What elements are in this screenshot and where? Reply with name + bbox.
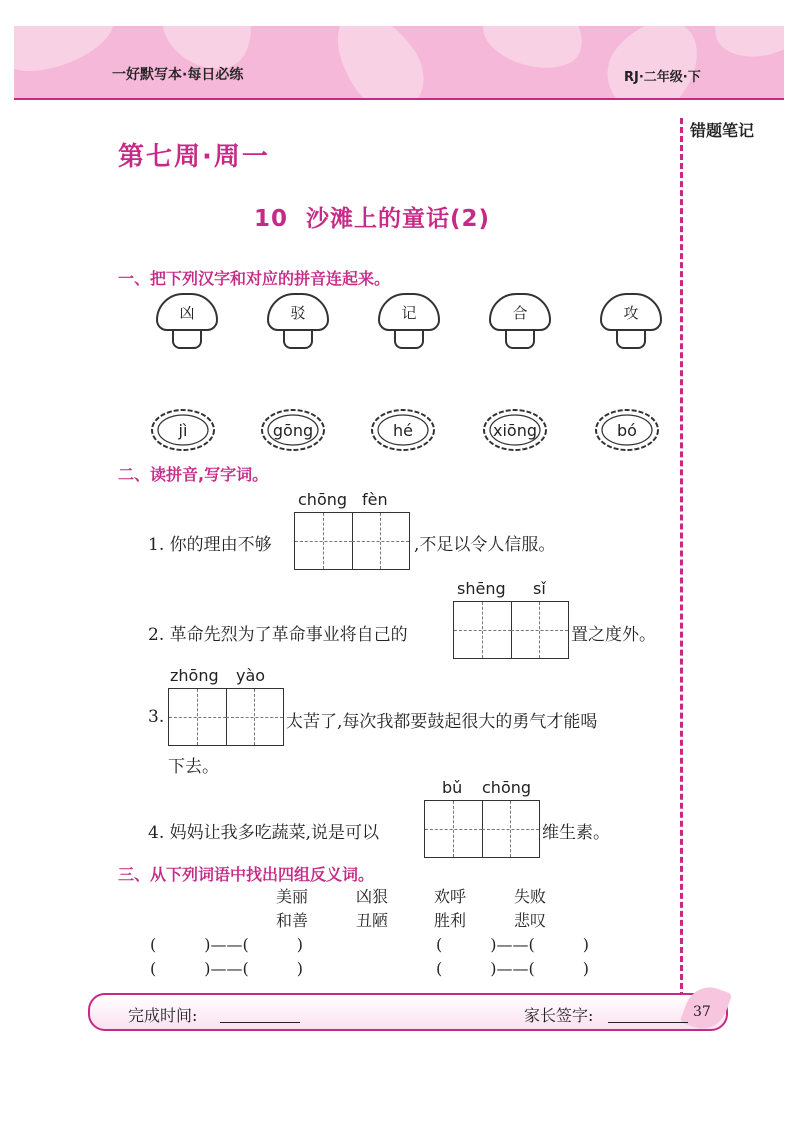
section3-title: 三、从下列词语中找出四组反义词。 — [118, 865, 375, 884]
sentence-1-before: 1. 你的理由不够 — [148, 535, 272, 555]
section2-title: 二、读拼音,写字词。 — [118, 465, 269, 484]
word-8: 悲叹 — [514, 911, 547, 930]
header-left-title: 一好默写本·每日必练 — [112, 67, 244, 83]
sentence-4-before: 4. 妈妈让我多吃蔬菜,说是可以 — [148, 823, 380, 843]
mushroom-char-2[interactable]: 驳 — [267, 293, 329, 353]
completion-time-field[interactable] — [220, 1022, 300, 1023]
lesson-name: 沙滩上的童话(2) — [306, 206, 491, 232]
sentence-1-after: ,不足以令人信服。 — [414, 535, 556, 555]
word-6: 丑陋 — [356, 911, 389, 930]
flower-pinyin-2[interactable]: gōng — [260, 408, 326, 452]
notes-divider — [680, 118, 683, 998]
week-title: 第七周·周一 — [118, 142, 270, 172]
word-4: 失败 — [514, 887, 547, 906]
page-number: 37 — [693, 1004, 711, 1020]
parent-signature-label: 家长签字: — [524, 1006, 594, 1025]
mushroom-char-1[interactable]: 凶 — [156, 293, 218, 353]
pinyin-2b: sǐ — [533, 579, 546, 598]
section1-title: 一、把下列汉字和对应的拼音连起来。 — [118, 269, 391, 288]
pinyin-2a: shēng — [457, 579, 506, 598]
mushroom-char-5[interactable]: 攻 — [600, 293, 662, 353]
pinyin-3a: zhōng — [170, 666, 219, 685]
write-box-1[interactable] — [294, 512, 410, 570]
pinyin-4b: chōng — [482, 778, 532, 797]
pinyin-1b: fèn — [362, 490, 388, 509]
pinyin-4a: bǔ — [442, 778, 463, 797]
word-2: 凶狠 — [356, 887, 389, 906]
mushroom-char-4[interactable]: 合 — [489, 293, 551, 353]
flower-pinyin-1[interactable]: jì — [150, 408, 216, 452]
sentence-3-continuation: 下去。 — [168, 757, 219, 777]
answer-pair-2[interactable]: ( )——( ) — [436, 935, 589, 954]
sentence-3-before: 3. — [148, 707, 165, 727]
header-banner — [14, 26, 784, 100]
write-box-2[interactable] — [453, 601, 569, 659]
parent-signature-field[interactable] — [608, 1022, 688, 1023]
sentence-3-after: 太苦了,每次我都要鼓起很大的勇气才能喝 — [286, 712, 598, 732]
lesson-title — [254, 200, 490, 233]
answer-pair-4[interactable]: ( )——( ) — [436, 959, 589, 978]
notes-label: 错题笔记 — [690, 121, 755, 140]
mushroom-char-3[interactable]: 记 — [378, 293, 440, 353]
answer-pair-3[interactable]: ( )——( ) — [150, 959, 303, 978]
word-3: 欢呼 — [434, 887, 467, 906]
pinyin-1a: chōng — [298, 490, 348, 509]
write-box-4[interactable] — [424, 800, 540, 858]
flower-pinyin-5[interactable]: bó — [594, 408, 660, 452]
header-grade-label: RJ·二年级·下 — [624, 70, 701, 85]
answer-pair-1[interactable]: ( )——( ) — [150, 935, 303, 954]
sentence-2-before: 2. 革命先烈为了革命事业将自己的 — [148, 625, 408, 645]
sentence-4-after: 维生素。 — [542, 823, 610, 843]
word-1: 美丽 — [276, 887, 309, 906]
word-7: 胜利 — [434, 911, 467, 930]
write-box-3[interactable] — [168, 688, 284, 746]
flower-pinyin-3[interactable]: hé — [370, 408, 436, 452]
sentence-2-after: 置之度外。 — [571, 625, 656, 645]
word-5: 和善 — [276, 911, 309, 930]
lesson-number: 10 — [254, 206, 289, 232]
flower-pinyin-4[interactable]: xiōng — [482, 408, 548, 452]
completion-time-label: 完成时间: — [128, 1006, 198, 1025]
pinyin-3b: yào — [236, 666, 266, 685]
